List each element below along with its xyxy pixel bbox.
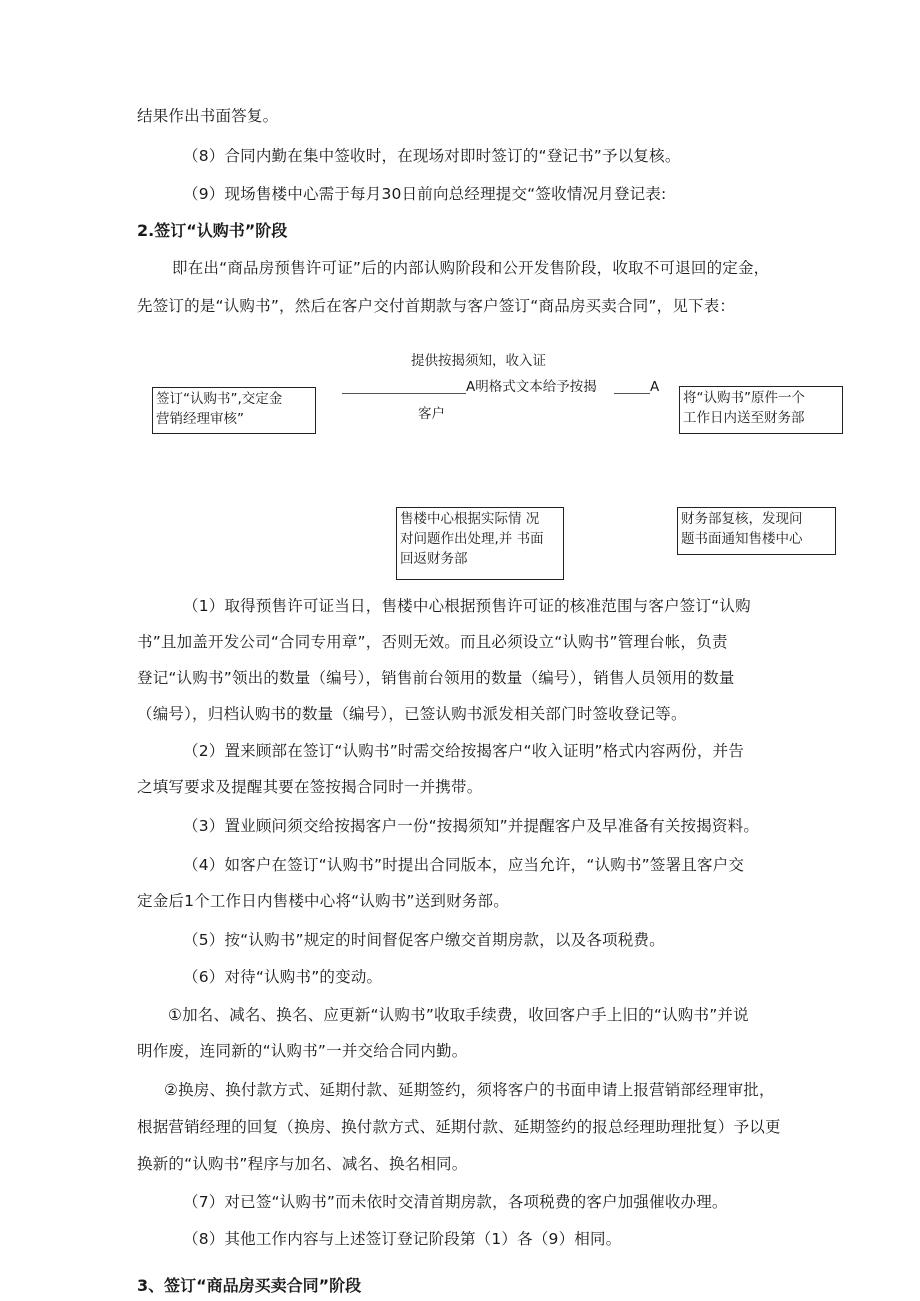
paragraph-line: （7）对已签“认购书”而未依时交清首期房款，各项税费的客户加强催收办理。 <box>183 1193 728 1211</box>
box-line: 工作日内送至财务部 <box>683 410 805 426</box>
box-line: 签订“认购书”,交定金 <box>156 391 283 407</box>
paragraph-line: （编号），归档认购书的数量（编号），已签认购书派发相关部门时签收登记等。 <box>137 705 687 723</box>
flow-connector <box>614 393 650 394</box>
paragraph-line: 定金后1个工作日内售楼中心将“认购书”送到财务部。 <box>137 892 509 910</box>
box-line: 财务部复核，发现问 <box>681 511 803 527</box>
flow-label-mid: A明格式文本给予按揭 <box>466 379 597 395</box>
flow-label-sub: 客户 <box>418 406 445 422</box>
paragraph-line: ①加名、减名、换名、应更新“认购书”收取手续费，收回客户手上旧的“认购书”并说 <box>168 1006 749 1024</box>
paragraph-line: 根据营销经理的回复（换房、换付款方式、延期付款、延期签约的报总经理助理批复）予以更 <box>137 1118 781 1136</box>
box-line: 对问题作出处理,并 书面 <box>400 531 544 547</box>
paragraph-line: 书”且加盖开发公司“合同专用章”，否则无效。而且必须设立“认购书”管理台帐，负责 <box>137 633 728 651</box>
flow-label-top: 提供按揭须知，收入证 <box>411 353 546 369</box>
paragraph-line: 即在出“商品房预售许可证”后的内部认购阶段和公开发售阶段，收取不可退回的定金， <box>172 259 770 277</box>
box-line: 回返财务部 <box>400 551 468 567</box>
paragraph-line: （6）对待“认购书”的变动。 <box>183 968 383 986</box>
box-line: 题书面通知售楼中心 <box>681 531 803 547</box>
paragraph-line: 明作废，连同新的“认购书”一并交给合同内勤。 <box>137 1042 468 1060</box>
paragraph-line: （9）现场售楼中心需于每月30日前向总经理提交“签收情况月登记表: <box>183 185 667 203</box>
paragraph-line: 先签订的是“认购书”，然后在客户交付首期款与客户签订“商品房买卖合同”，见下表： <box>137 297 736 315</box>
section-heading: 3、签订“商品房买卖合同”阶段 <box>137 1276 362 1295</box>
flow-box-review <box>677 507 836 555</box>
paragraph-line: （8）其他工作内容与上述签订登记阶段第（1）各（9）相同。 <box>183 1230 622 1248</box>
paragraph-line: （3）置业顾问须交给按揭客户一份“按揭须知”并提醒客户及早准备有关按揭资料。 <box>183 817 760 835</box>
flow-box-sign <box>152 387 316 434</box>
paragraph-line: （5）按“认购书”规定的时间督促客户缴交首期房款，以及各项税费。 <box>183 931 665 949</box>
paragraph-line: （8）合同内勤在集中签收时，在现场对即时签订的“登记书”予以复核。 <box>183 147 681 165</box>
box-line: 将“认购书”原件一个 <box>683 390 805 406</box>
paragraph-line: 登记“认购书”领出的数量（编号），销售前台领用的数量（编号），销售人员领用的数量 <box>137 669 735 687</box>
section-heading: 2.签订“认购书”阶段 <box>137 221 288 240</box>
flow-box-handle <box>396 507 564 580</box>
paragraph-line: ②换房、换付款方式、延期付款、延期签约，须将客户的书面申请上报营销部经理审批， <box>164 1081 775 1099</box>
flow-connector <box>342 393 466 394</box>
paragraph-line: （1）取得预售许可证当日，售楼中心根据预售许可证的核准范围与客户签订“认购 <box>183 597 751 615</box>
flow-arrow-label: A <box>650 379 660 395</box>
box-line: 售楼中心根据实际情 况 <box>400 511 540 527</box>
paragraph-line: 之填写要求及提醒其要在签按揭合同时一并携带。 <box>137 778 483 796</box>
paragraph-line: 换新的“认购书”程序与加名、减名、换名相同。 <box>137 1155 468 1173</box>
paragraph-line: （4）如客户在签订“认购书”时提出合同版本，应当允许，“认购书”签署且客户交 <box>183 856 745 874</box>
flow-box-finance-send <box>679 386 843 434</box>
paragraph-line: 结果作出书面答复。 <box>137 107 279 125</box>
box-line: 营销经理审核” <box>156 411 244 427</box>
paragraph-line: （2）置来顾部在签订“认购书”时需交给按揭客户“收入证明”格式内容两份，并告 <box>183 742 745 760</box>
